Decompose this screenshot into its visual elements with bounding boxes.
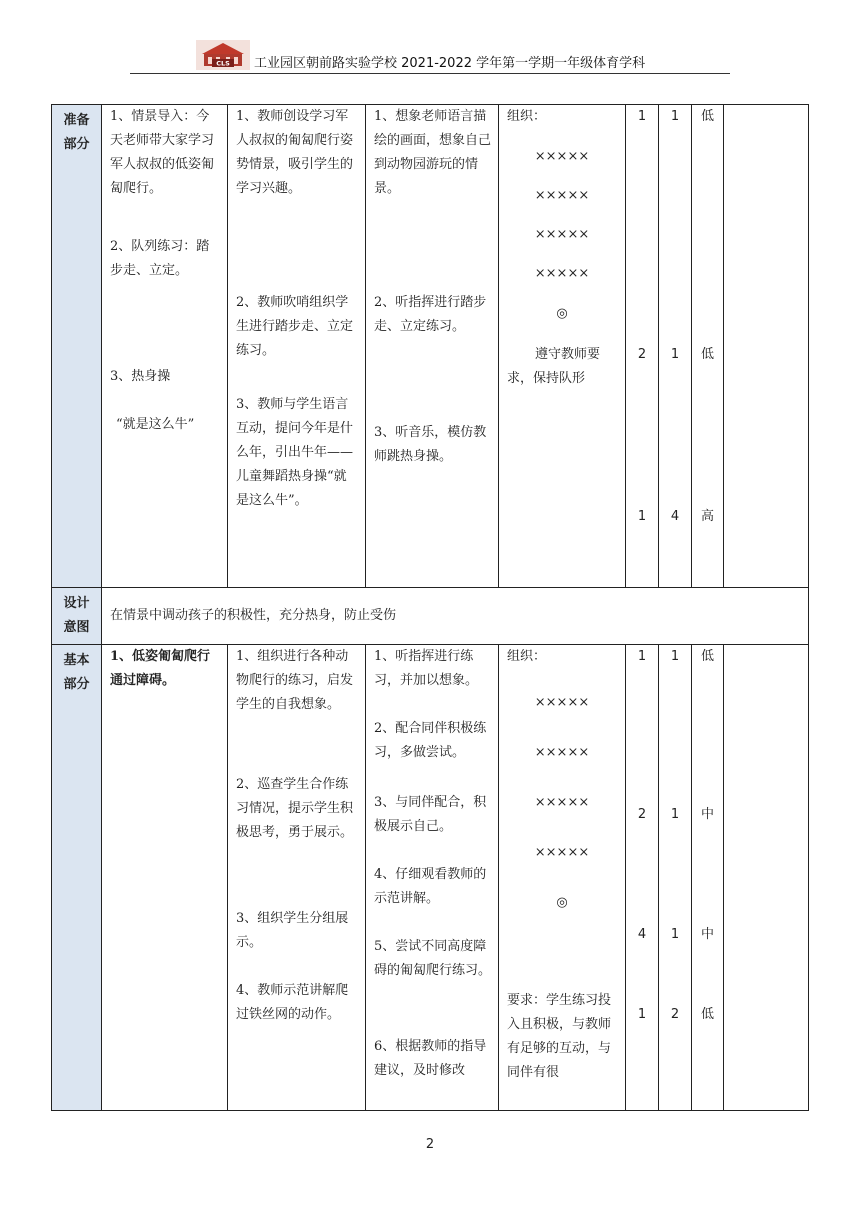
prep-minutes-3: 4 [670, 509, 680, 524]
prep-times-3: 1 [637, 509, 647, 524]
prep-formation-row-1: ××××× [534, 149, 590, 164]
basic-times-4: 1 [637, 1007, 647, 1022]
basic-student-5: 5、尝试不同高度障碍的匍匐爬行练习。 [374, 939, 492, 978]
prep-content-cell [102, 105, 228, 588]
prep-notes-cell [724, 105, 809, 588]
lesson-plan-table [51, 104, 809, 1111]
prep-formation-row-2: ××××× [534, 188, 590, 203]
basic-intensity-3: 中 [700, 927, 714, 942]
page-number: 2 [425, 1137, 435, 1152]
basic-student-2: 2、配合同伴积极练习，多做尝试。 [374, 721, 487, 760]
basic-times-2: 2 [637, 807, 647, 822]
basic-teacher-1: 1、组织进行各种动物爬行的练习，启发学生的自我想象。 [236, 649, 354, 712]
basic-times-3: 4 [637, 927, 647, 942]
prep-times-cell [626, 105, 659, 588]
basic-minutes-2: 1 [670, 807, 680, 822]
prep-organization-cell [499, 105, 626, 588]
basic-org-note: 要求：学生练习投入且积极，与教师有足够的互动，与同伴有很 [507, 993, 612, 1080]
basic-intensity-4: 低 [700, 1007, 714, 1022]
basic-formation-row-1: ××××× [534, 695, 590, 710]
prep-teacher-mark: ◎ [556, 306, 568, 321]
prep-formation-row-3: ××××× [534, 227, 590, 242]
basic-student-cell [366, 645, 499, 1111]
prep-content-2: 2、队列练习：踏步走、立定。 [110, 239, 210, 278]
basic-formation-row-3: ××××× [534, 795, 590, 810]
prep-student-cell [366, 105, 499, 588]
school-logo-text: CLS [216, 59, 230, 68]
prep-minutes-2: 1 [670, 347, 680, 362]
basic-teacher-2: 2、巡查学生合作练习情况，提示学生积极思考，勇于展示。 [236, 777, 354, 840]
basic-times-1: 1 [637, 649, 647, 664]
prep-intensity-2: 低 [700, 347, 714, 362]
basic-student-4: 4、仔细观看教师的示范讲解。 [374, 867, 487, 906]
header-rule [130, 73, 730, 74]
basic-teacher-mark: ◎ [556, 895, 568, 910]
prep-org-note: 遵守教师要求，保持队形 [507, 347, 601, 386]
prep-teacher-3: 3、教师与学生语言互动，提问今年是什么年，引出牛年——儿童舞蹈热身操“就是这么牛”。 [236, 397, 354, 508]
basic-content-1: 1、低姿匍匐爬行通过障碍。 [110, 649, 211, 688]
prep-student-3: 3、听音乐，模仿教师跳热身操。 [374, 425, 487, 464]
prep-row [52, 105, 809, 588]
prep-times-1: 1 [637, 109, 647, 124]
prep-label: 准备部分 [52, 105, 102, 588]
prep-minutes-cell [659, 105, 692, 588]
basic-student-1: 1、听指挥进行练习，并加以想象。 [374, 649, 479, 688]
prep-intensity-cell [692, 105, 724, 588]
prep-teacher-2: 2、教师吹哨组织学生进行踏步走、立定练习。 [236, 295, 354, 358]
prep-content-1: 1、情景导入：今天老师带大家学习军人叔叔的低姿匍匐爬行。 [110, 109, 215, 196]
basic-minutes-1: 1 [670, 649, 680, 664]
basic-formation-row-4: ××××× [534, 845, 590, 860]
intent-text: 在情景中调动孩子的积极性，充分热身，防止受伤 [102, 588, 809, 645]
basic-teacher-3: 3、组织学生分组展示。 [236, 911, 349, 950]
prep-student-2: 2、听指挥进行踏步走、立定练习。 [374, 295, 487, 334]
intent-row [52, 588, 809, 645]
prep-intensity-3: 高 [700, 509, 714, 524]
basic-student-3: 3、与同伴配合，积极展示自己。 [374, 795, 487, 834]
prep-formation-row-4: ××××× [534, 266, 590, 281]
basic-teacher-cell [228, 645, 366, 1111]
prep-org-title: 组织： [507, 109, 547, 124]
header-title: 工业园区朝前路实验学校 2021-2022 学年第一学期一年级体育学科 [254, 56, 646, 71]
basic-teacher-4: 4、教师示范讲解爬过铁丝网的动作。 [236, 983, 349, 1022]
basic-label: 基本部分 [52, 645, 102, 1111]
basic-minutes-cell [659, 645, 692, 1111]
page-header [130, 40, 730, 74]
prep-content-3: 3、热身操 [110, 369, 171, 384]
basic-content-cell [102, 645, 228, 1111]
prep-minutes-1: 1 [670, 109, 680, 124]
basic-times-cell [626, 645, 659, 1111]
basic-minutes-4: 2 [670, 1007, 680, 1022]
basic-row [52, 645, 809, 1111]
prep-times-2: 2 [637, 347, 647, 362]
basic-minutes-3: 1 [670, 927, 680, 942]
basic-intensity-cell [692, 645, 724, 1111]
basic-org-title: 组织： [507, 649, 547, 664]
prep-content-4: “就是这么牛” [116, 417, 195, 432]
basic-intensity-1: 低 [700, 649, 714, 664]
basic-formation-row-2: ××××× [534, 745, 590, 760]
intent-label: 设计意图 [52, 588, 102, 645]
school-logo [196, 40, 250, 70]
basic-student-6: 6、根据教师的指导建议，及时修改 [374, 1039, 487, 1078]
basic-organization-cell [499, 645, 626, 1111]
basic-notes-cell [724, 645, 809, 1111]
prep-teacher-1: 1、教师创设学习军人叔叔的匍匐爬行姿势情景，吸引学生的学习兴趣。 [236, 109, 354, 196]
prep-intensity-1: 低 [700, 109, 714, 124]
basic-intensity-2: 中 [700, 807, 714, 822]
prep-student-1: 1、想象老师语言描绘的画面，想象自己到动物园游玩的情景。 [374, 109, 492, 196]
prep-teacher-cell [228, 105, 366, 588]
